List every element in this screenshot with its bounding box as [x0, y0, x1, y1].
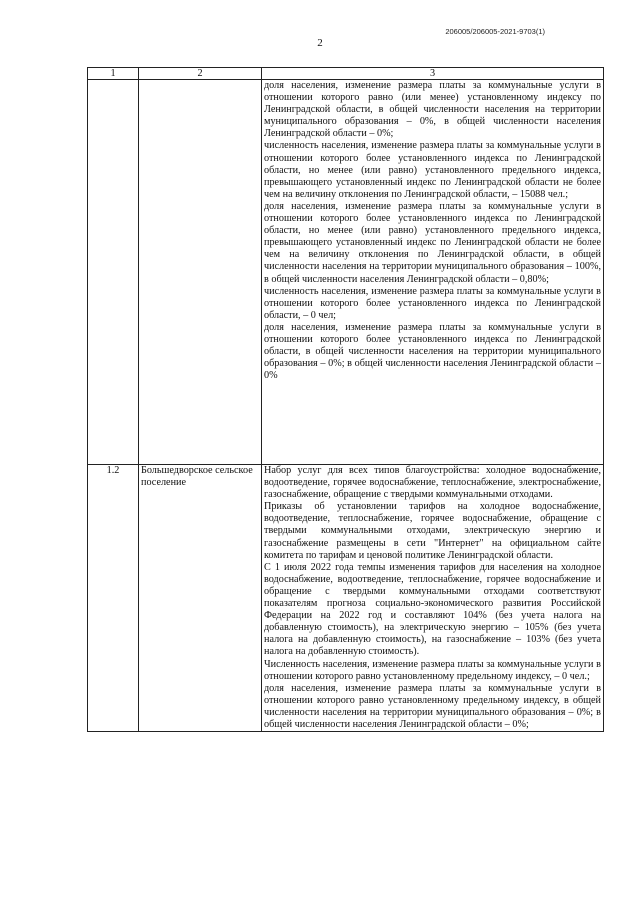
column-header-2: 2 — [139, 68, 262, 80]
paragraph: доля населения, изменение размера платы за коммунальные услуги в отношении которого более установленного индекса по Ленинградской области, но менее (или равно) установленного предельного индекса, превышающего установленный индекс по Ленинградской области не более чем на величину отклонения по Ленинградской области, в общей численности населения на территории муниципального образования – 100%, в общей численности населения Ленинградской области – 0,80%; — [264, 200, 601, 285]
table-row — [88, 80, 604, 465]
paragraph: численность населения, изменение размера платы за коммунальные услуги в отношении которого более установленного индекса по Ленинградской области, но менее (или равно) установленного предельного индекса, превышающего установленный индекс по Ленинградской области не более чем на величину отклонения по Ленинградской области, – 15088 чел.; — [264, 140, 601, 200]
paragraph: С 1 июля 2022 года темпы изменения тарифов для населения на холодное водоснабжение, водоотведение, теплоснабжение, горячее водоснабжение и обращение с твердыми коммунальными отходами соответствуют показателям прогноза социально-экономического развития Российской Федерации на 2022 год и составляют 104% (без учета налога на добавленную стоимость), на электрическую энергию – 105% (без учета налога на добавленную стоимость), на газоснабжение – 103% (без учета налога на добавленную стоимость). — [264, 561, 601, 658]
description-cell — [262, 465, 604, 732]
column-header-3: 3 — [262, 68, 604, 80]
description-cell — [262, 80, 604, 465]
page-number: 2 — [317, 37, 323, 49]
paragraph: Приказы об установлении тарифов на холодное водоснабжение, водоотведение, теплоснабжение, горячее водоснабжение, обращение с твердыми коммунальными отходами, электрическую энергию и газоснабжение размещены в сети "Интернет" на официальном сайте комитета по тарифам и ценовой политике Ленинградской области. — [264, 501, 601, 561]
row-number-cell — [88, 80, 139, 465]
column-header-1: 1 — [88, 68, 139, 80]
paragraph: Численность населения, изменение размера платы за коммунальные услуги в отношении которого равно установленному предельному индексу, – 0 чел.; — [264, 658, 601, 682]
data-table — [87, 67, 604, 732]
settlement-name-cell: Большедворское сельское поселение — [139, 465, 262, 732]
paragraph: доля населения, изменение размера платы за коммунальные услуги в отношении которого равно (или менее) установленному индексу по Ленинградской области, в общей численности населения на территории муниципального образования – 0%, в общей численности населения Ленинградской области – 0%; — [264, 80, 601, 140]
settlement-name-cell — [139, 80, 262, 465]
table-row — [88, 465, 604, 732]
row-number-cell: 1.2 — [88, 465, 139, 732]
paragraph: доля населения, изменение размера платы за коммунальные услуги в отношении которого равно установленному предельному индексу, в общей численности населения на территории муниципального образования – 0%; в общей численности населения Ленинградской области – 0%; — [264, 682, 601, 730]
paragraph: доля населения, изменение размера платы за коммунальные услуги в отношении которого более установленного индекса по Ленинградской области, в общей численности населения на территории муниципального образования – 0%; в общей численности населения Ленинградской области – 0% — [264, 321, 601, 382]
paragraph: Набор услуг для всех типов благоустройства: холодное водоснабжение, водоотведение, горячее водоснабжение, теплоснабжение, электроснабжение, газоснабжение, обращение с твердыми коммунальными отходами. — [264, 465, 601, 501]
document-id: 206005/206005-2021-9703(1) — [445, 27, 545, 36]
paragraph: численность населения, изменение размера платы за коммунальные услуги в отношении которого более установленного индекса по Ленинградской области, – 0 чел; — [264, 285, 601, 321]
table-header-row — [88, 68, 604, 80]
